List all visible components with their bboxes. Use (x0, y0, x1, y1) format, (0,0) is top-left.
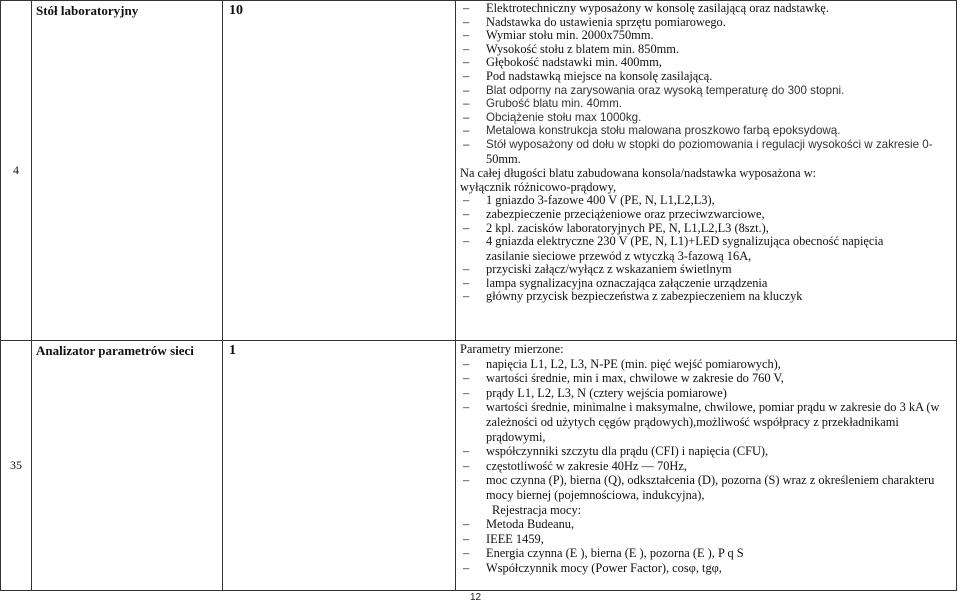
dash-bullet-icon: – (463, 531, 470, 546)
dash-bullet-icon: – (463, 546, 470, 561)
description-text: wartości średnie, min i max, chwilowe w zakresie do 760 V, (486, 371, 784, 386)
description-text: wartości średnie, minimalne i maksymalne, chwilowe, pomiar prądu w zakresie do 3 kA (w (486, 400, 940, 415)
row-number-cell (1, 341, 32, 591)
description-text: napięcia L1, L2, L3, N-PE (min. pięć wejść pomiarowych), (486, 356, 781, 371)
list-item (460, 124, 952, 138)
list-item (460, 29, 952, 43)
description-text: lampa sygnalizacyjna oznaczająca załączenie urządzenia (486, 275, 768, 290)
table-row (1, 1, 957, 341)
description-cell (456, 341, 957, 591)
item-name-cell (32, 1, 223, 341)
list-item (460, 138, 952, 152)
description-text: Grubość blatu min. 40mm. (486, 97, 622, 111)
list-item (460, 70, 952, 84)
row-number: 4 (13, 163, 19, 177)
dash-bullet-icon: – (463, 262, 470, 277)
description-text: zależności od użytych cęgów prądowych),możliwość współpracy z przekładnikami (486, 414, 899, 429)
list-item (460, 532, 952, 547)
list-item (460, 2, 952, 16)
list-item (460, 444, 952, 459)
list-item (460, 400, 952, 415)
dash-bullet-icon: – (463, 14, 470, 29)
list-item (460, 290, 952, 304)
description-text: IEEE 1459, (486, 531, 544, 546)
dash-bullet-icon: – (463, 220, 470, 235)
description-text: Rejestracja mocy: (492, 502, 582, 517)
dash-bullet-icon: – (463, 55, 470, 70)
row-number-cell (1, 1, 32, 341)
list-item (460, 459, 952, 474)
description-text: przyciski załącz/wyłącz z wskazaniem świetlnym (486, 262, 732, 277)
list-item-continuation (460, 430, 952, 445)
description-text: Metoda Budeanu, (486, 517, 575, 532)
list-item (460, 386, 952, 401)
item-name-cell (32, 341, 223, 591)
description-text: Wymiar stołu min. 2000x750mm. (486, 28, 654, 43)
description-text: Parametry mierzone: (460, 342, 564, 356)
description-text: moc czynna (P), bierna (Q), odkształcenia (D), pozorna (S) wraz z określeniem charakteru (486, 473, 935, 488)
list-item-continuation (460, 152, 952, 166)
dash-bullet-icon: – (463, 41, 470, 56)
quantity-cell (223, 1, 456, 341)
description-text: Stół wyposażony od dołu w stopki do poziomowania i regulacji wysokości w zakresie 0- (486, 137, 933, 151)
quantity-cell (223, 341, 456, 591)
description-text: wyłącznik różnicowo-prądowy, (460, 180, 617, 195)
dash-bullet-icon: – (463, 193, 470, 208)
dash-bullet-icon: – (463, 234, 470, 249)
dash-bullet-icon: – (463, 28, 470, 43)
description-cell (456, 1, 957, 341)
list-item-continuation (460, 488, 952, 503)
dash-bullet-icon: – (463, 385, 470, 400)
subheading (460, 503, 952, 518)
paragraph-line (460, 342, 952, 357)
list-item (460, 84, 952, 98)
description-text: Nadstawka do ustawienia sprzętu pomiarowego. (486, 14, 726, 29)
dash-bullet-icon: – (463, 137, 470, 151)
dash-bullet-icon: – (463, 517, 470, 532)
description-text: 4 gniazda elektryczne 230 V (PE, N, L1)+LED sygnalizująca obecność napięcia (486, 234, 884, 249)
dash-bullet-icon: – (463, 207, 470, 222)
list-item (460, 194, 952, 208)
description-list (460, 342, 952, 576)
list-item (460, 277, 952, 291)
list-item (460, 263, 952, 277)
dash-bullet-icon: – (463, 289, 470, 304)
dash-bullet-icon: – (463, 458, 470, 473)
dash-bullet-icon: – (463, 83, 470, 97)
description-text: Blat odporny na zarysowania oraz wysoką temperaturę do 300 stopni. (486, 83, 845, 97)
paragraph-line (460, 166, 952, 180)
dash-bullet-icon: – (463, 444, 470, 459)
description-text: współczynniki szczytu dla prądu (CFI) i napięcia (CFU), (486, 444, 769, 459)
description-text: 2 kpl. zacisków laboratoryjnych PE, N, L1,L2,L3 (8szt.), (486, 220, 769, 235)
description-text: Współczynnik mocy (Power Factor), cosφ, tgφ, (486, 560, 722, 575)
list-item (460, 43, 952, 57)
list-item (460, 357, 952, 372)
description-text: 50mm. (486, 151, 521, 166)
description-text: Elektrotechniczny wyposażony w konsolę zasilającą oraz nadstawkę. (486, 1, 830, 15)
list-item (460, 546, 952, 561)
dash-bullet-icon: – (463, 356, 470, 371)
description-text: zasilanie sieciowe przewód z wtyczką 3-fazową 16A, (486, 248, 752, 263)
description-text: Metalowa konstrukcja stołu malowana proszkowo farbą epoksydową. (486, 124, 841, 138)
item-name: Stół laboratoryjny (36, 3, 139, 18)
item-name: Analizator parametrów sieci (36, 343, 194, 358)
list-item (460, 235, 952, 249)
description-text: Pod nadstawką miejsce na konsolę zasilającą. (486, 68, 713, 83)
list-item (460, 371, 952, 386)
row-number: 35 (10, 458, 22, 472)
description-text: Obciążenie stołu max 1000kg. (486, 110, 642, 124)
list-item (460, 97, 952, 111)
dash-bullet-icon: – (463, 97, 470, 111)
description-text: 1 gniazdo 3-fazowe 400 V (PE, N, L1,L2,L3), (486, 193, 715, 208)
paragraph-line (460, 180, 952, 194)
description-text: częstotliwość w zakresie 40Hz — 70Hz, (486, 458, 687, 473)
list-item (460, 561, 952, 576)
quantity: 1 (229, 343, 236, 358)
dash-bullet-icon: – (463, 275, 470, 290)
table-row (1, 341, 957, 591)
dash-bullet-icon: – (463, 1, 470, 15)
description-text: Na całej długości blatu zabudowana konsola/nadstawka wyposażona w: (460, 165, 817, 180)
list-item-continuation (460, 415, 952, 430)
page-number: 12 (470, 592, 482, 603)
description-text: Głębokość nadstawki min. 400mm, (486, 55, 662, 70)
dash-bullet-icon: – (463, 124, 470, 138)
dash-bullet-icon: – (463, 560, 470, 575)
description-list (460, 2, 952, 304)
dash-bullet-icon: – (463, 68, 470, 83)
description-text: prądy L1, L2, L3, N (cztery wejścia pomiarowe) (486, 385, 727, 400)
description-text: Energia czynna (E ), bierna (E ), pozorna (E ), P q S (486, 546, 744, 561)
description-text: zabezpieczenie przeciążeniowe oraz przeciwzwarciowe, (486, 207, 765, 222)
description-text: mocy biernej (pojemnościowa, indukcyjna), (486, 487, 705, 502)
list-item (460, 56, 952, 70)
dash-bullet-icon: – (463, 371, 470, 386)
list-item (460, 208, 952, 222)
description-text: główny przycisk bezpieczeństwa z zabezpieczeniem na kluczyk (486, 289, 803, 304)
dash-bullet-icon: – (463, 110, 470, 124)
list-item (460, 473, 952, 488)
quantity: 10 (229, 3, 243, 18)
description-text: Wysokość stołu z blatem min. 850mm. (486, 41, 680, 56)
list-item (460, 16, 952, 30)
dash-bullet-icon: – (463, 400, 470, 415)
list-item (460, 222, 952, 236)
description-text: prądowymi, (486, 429, 546, 444)
list-item-continuation (460, 249, 952, 263)
list-item (460, 111, 952, 125)
dash-bullet-icon: – (463, 473, 470, 488)
list-item (460, 517, 952, 532)
